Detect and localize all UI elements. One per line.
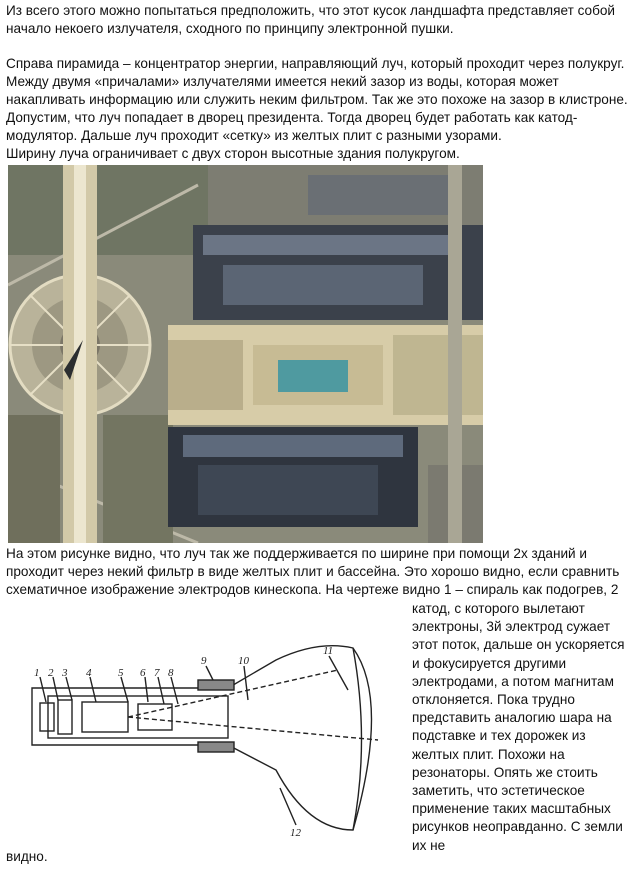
label-2: 2 xyxy=(48,667,54,679)
label-5: 5 xyxy=(118,667,124,679)
label-3: 3 xyxy=(62,667,68,679)
label-9: 9 xyxy=(201,655,207,667)
resonators-paragraph: катод, с которого вылетают электроны, 3й электрод сужает этот поток, дальше он ускоряется и фокусируется другими электродами, а потом магнитам отклоняется. Пока трудно представить аналогию шара на подставке и тех дорожек из желтых плит. Похожи на резонаторы. Опять же стоить заметить, что эстетическое применение таких масштабных рисунков неоправданно. С земли их не xyxy=(412,601,625,853)
kinescope-diagram xyxy=(18,640,390,840)
closing-word: видно. xyxy=(6,849,48,864)
label-8: 8 xyxy=(168,667,174,679)
pyramid-paragraph: Справа пирамида – концентратор энергии, направляющий луч, который проходит через полукруг. Между двумя «причалами» излучателями имеется некий зазор из воды, которая может накапливать информацию или служить неким фильтром. Так же это похоже на зазор в клистроне. Допустим, что луч попадает в дворец президента. Тогда дворец будет работать как катод-модулятор. Дальше луч проходит «сетку» из желтых плит с разными узорами. xyxy=(6,56,628,143)
label-10: 10 xyxy=(238,655,249,667)
label-12: 12 xyxy=(290,827,301,839)
label-1: 1 xyxy=(34,667,40,679)
aerial-photo xyxy=(8,165,483,543)
label-11: 11 xyxy=(323,645,334,657)
label-7: 7 xyxy=(154,667,160,679)
electrodes-paragraph: На этом рисунке видно, что луч так же поддерживается по ширине при помощи 2х зданий и проходит через некий фильтр в виде желтых плит и бассейна. Это хорошо видно, если сравнить схематичное изображение электродов кинескопа. На чертеже видно 1 – спираль как подогрев, 2 xyxy=(6,546,620,597)
intro-paragraph: Из всего этого можно попытаться предположить, что этот кусок ландшафта представляет собой начало некоего излучателя, сходного по принципу электронной пушки. xyxy=(6,3,616,36)
label-4: 4 xyxy=(86,667,92,679)
label-6: 6 xyxy=(140,667,146,679)
beam-width-line: Ширину луча ограничивает с двух сторон высотные здания полукругом. xyxy=(6,146,460,161)
